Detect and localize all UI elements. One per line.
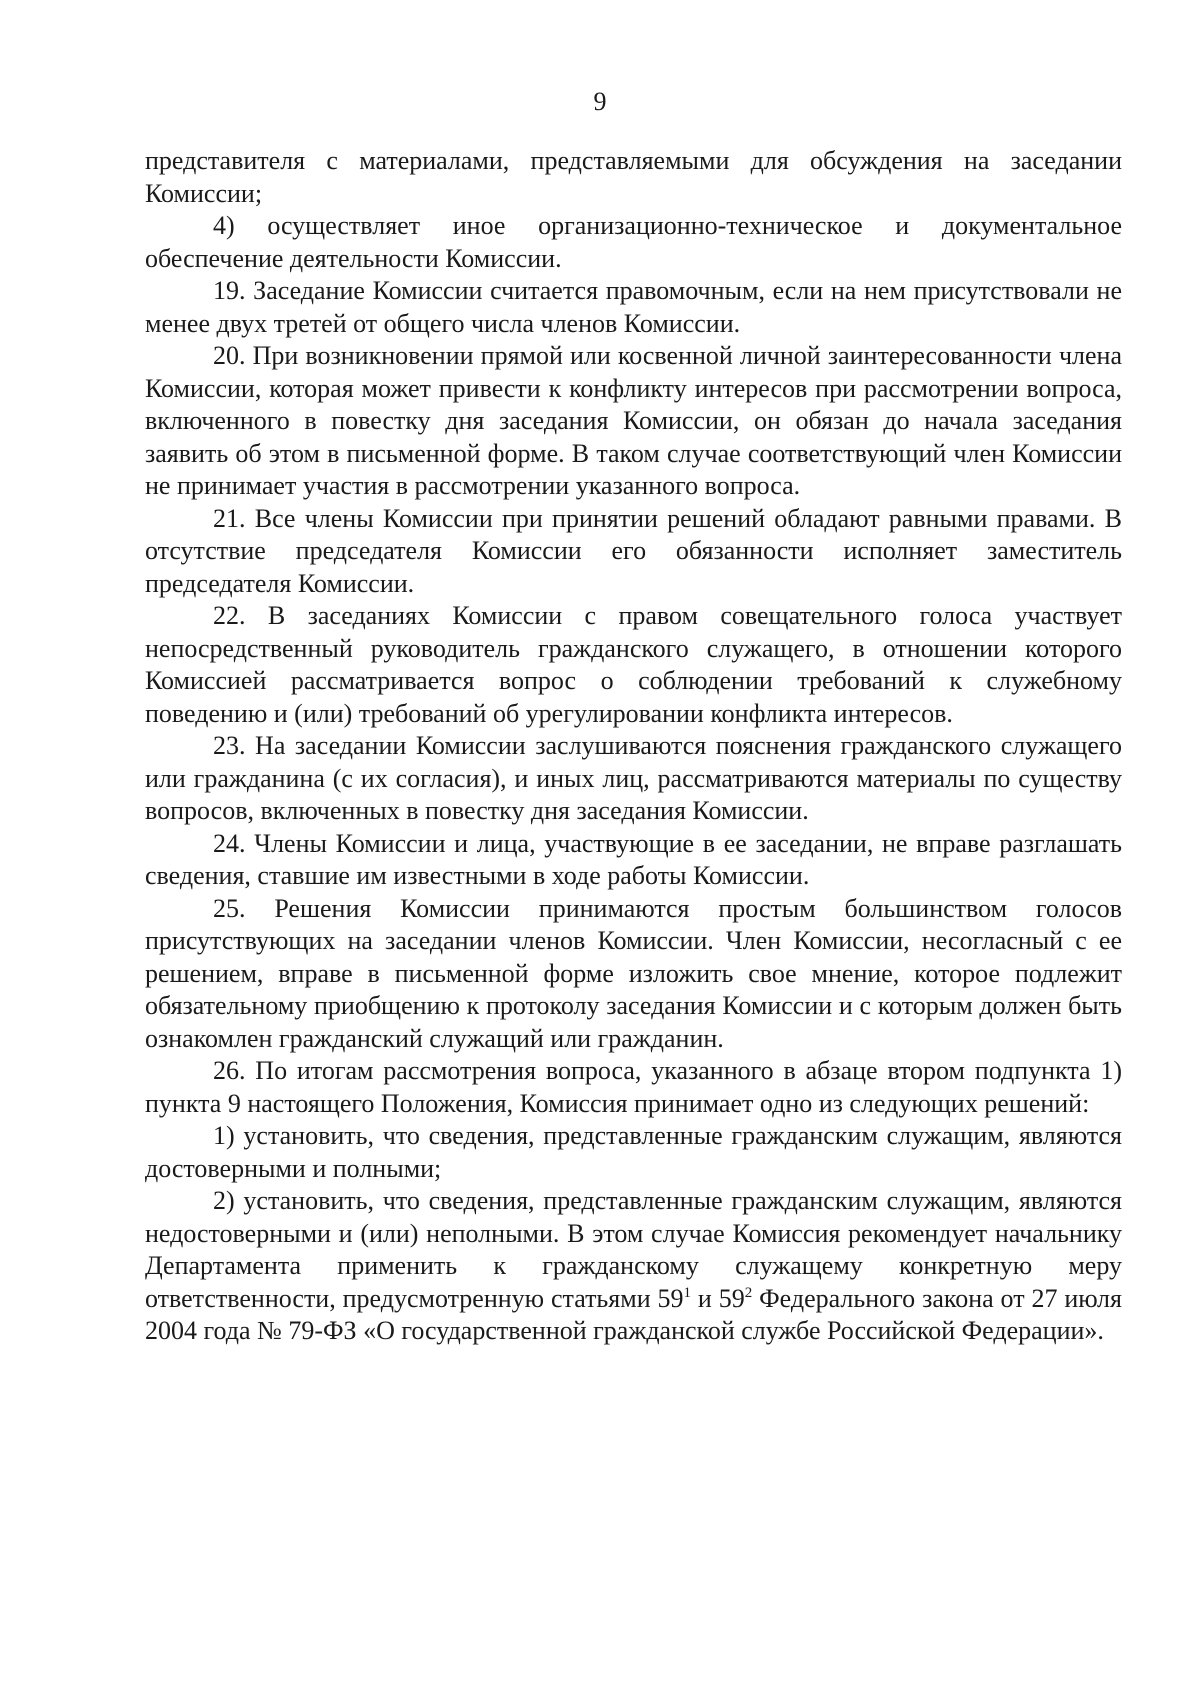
paragraph-24: 24. Члены Комиссии и лица, участвующие в ее заседании, не вправе разглашать сведения, ставшие им известными в ходе работы Комиссии. <box>145 828 1122 890</box>
superscript-1: 1 <box>683 1284 692 1301</box>
paragraph-22: 22. В заседаниях Комиссии с правом совещательного голоса участвует непосредственный руководитель гражданского служащего, в отношении которого Комиссией рассматривается вопрос о соблюдении требований к служебному поведению и (или) требований об урегулировании конфликта интересов. <box>145 601 1122 728</box>
superscript-2: 2 <box>744 1284 753 1301</box>
paragraph-item-4: 4) осуществляет иное организационно-техническое и документальное обеспечение деятельности Комиссии. <box>145 211 1122 273</box>
paragraph-21: 21. Все члены Комиссии при принятии решений обладают равными правами. В отсутствие председателя Комиссии его обязанности исполняет заместитель председателя Комиссии. <box>145 503 1122 598</box>
item-2-text-c: Федерального закона от 27 июля 2004 года № 79-ФЗ «О государственной гражданской службе Российской Федерации». <box>145 1283 1122 1345</box>
page-number: 9 <box>593 87 607 116</box>
paragraph-26-item-2 <box>145 1185 1122 1348</box>
paragraph-20: 20. При возникновении прямой или косвенной личной заинтересованности члена Комиссии, которая может привести к конфликту интересов при рассмотрении вопроса, включенного в повестку дня заседания Комиссии, он обязан до начала заседания заявить об этом в письменной форме. В таком случае соответствующий член Комиссии не принимает участия в рассмотрении указанного вопроса. <box>145 341 1122 500</box>
paragraph-19: 19. Заседание Комиссии считается правомочным, если на нем присутствовали не менее двух третей от общего числа членов Комиссии. <box>145 276 1122 338</box>
paragraph-26-item-1: 1) установить, что сведения, представленные гражданским служащим, являются достоверными и полными; <box>145 1121 1122 1183</box>
item-2-text-a: 2) установить, что сведения, представленные гражданским служащим, являются недостоверными и (или) неполными. В этом случае Комиссия рекомендует начальнику Департамента применить к гражданскому служащему конкретную меру ответственности, предусмотренную статьями 59 <box>145 1186 1122 1313</box>
paragraph-continuation: представителя с материалами, представляемыми для обсуждения на заседании Комиссии; <box>145 146 1122 208</box>
document-body <box>145 145 1122 1348</box>
paragraph-25: 25. Решения Комиссии принимаются простым большинством голосов присутствующих на заседании членов Комиссии. Член Комиссии, несогласный с ее решением, вправе в письменной форме изложить свое мнение, которое подлежит обязательному приобщению к протоколу заседания Комиссии и с которым должен быть ознакомлен гражданский служащий или гражданин. <box>145 893 1122 1053</box>
item-2-text-b: и 59 <box>691 1283 745 1313</box>
paragraph-26: 26. По итогам рассмотрения вопроса, указанного в абзаце втором подпункта 1) пункта 9 настоящего Положения, Комиссия принимает одно из следующих решений: <box>145 1056 1122 1118</box>
paragraph-23: 23. На заседании Комиссии заслушиваются пояснения гражданского служащего или гражданина (с их согласия), и иных лиц, рассматриваются материалы по существу вопросов, включенных в повестку дня заседания Комиссии. <box>145 731 1122 825</box>
